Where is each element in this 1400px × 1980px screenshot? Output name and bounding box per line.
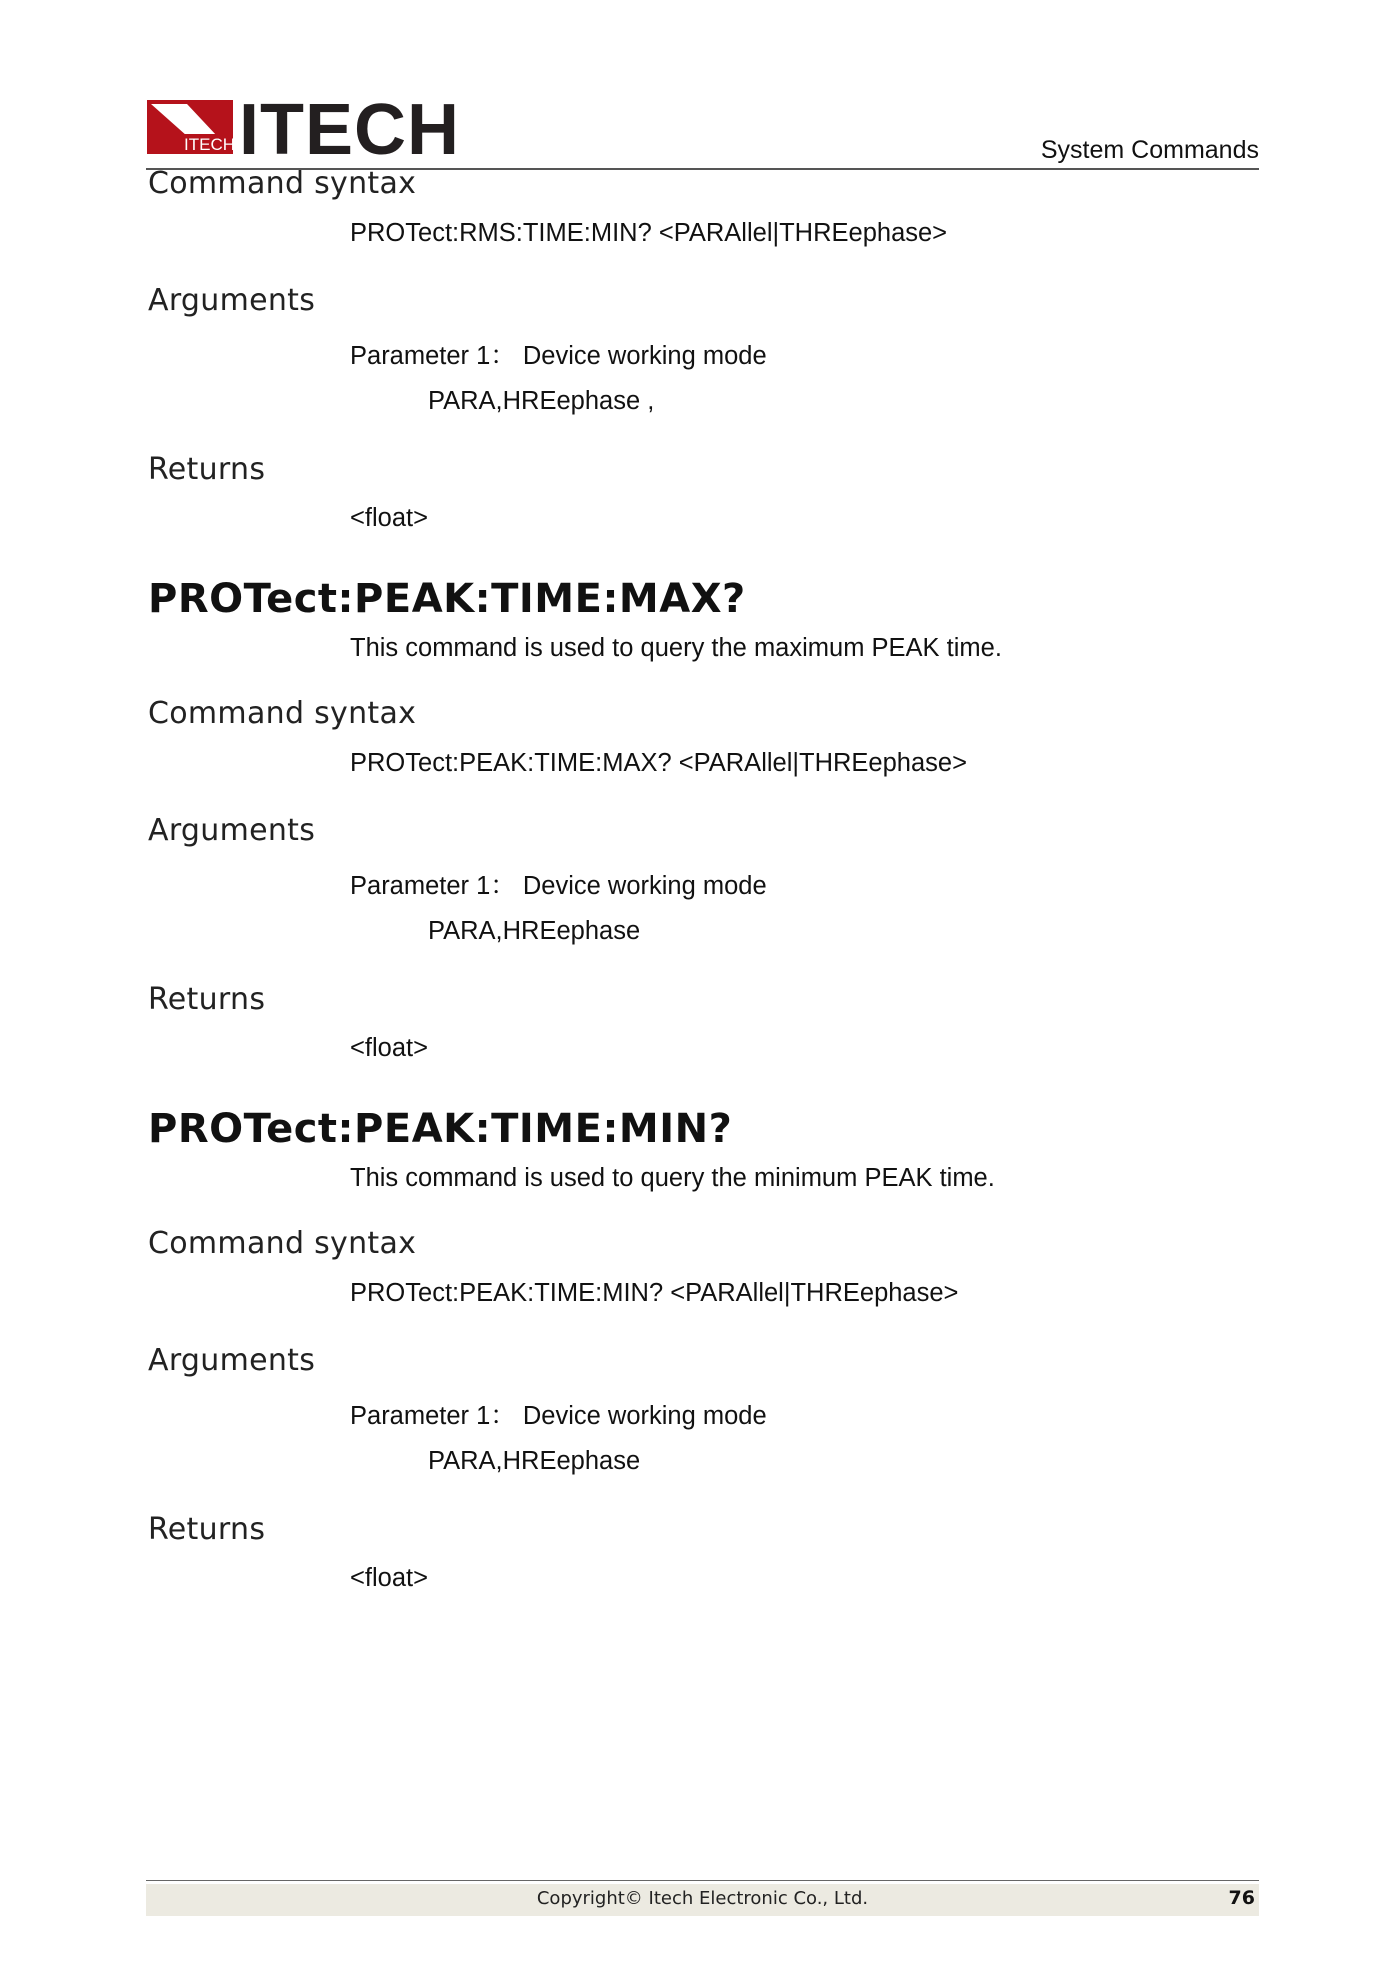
command-syntax-heading: Command syntax xyxy=(148,1226,417,1261)
command-syntax-heading: Command syntax xyxy=(148,166,417,201)
returns-value: <float> xyxy=(350,504,428,532)
command-syntax: PROTect:RMS:TIME:MIN? <PARAllel|THREephase> xyxy=(350,219,948,247)
returns-value: <float> xyxy=(350,1564,428,1592)
parameter-description: Parameter 1： Device working mode xyxy=(350,1402,767,1430)
logo-small-text: ITECH xyxy=(184,135,235,154)
parameter-description: Parameter 1： Device working mode xyxy=(350,342,767,370)
logo-emblem xyxy=(147,100,235,154)
footer xyxy=(146,1884,1259,1916)
command-syntax: PROTect:PEAK:TIME:MAX? <PARAllel|THREephase> xyxy=(350,749,967,777)
returns-heading: Returns xyxy=(148,452,266,487)
command-syntax: PROTect:PEAK:TIME:MIN? <PARAllel|THREephase> xyxy=(350,1279,959,1307)
returns-heading: Returns xyxy=(148,1512,266,1547)
command-title: PROTect:PEAK:TIME:MAX? xyxy=(148,576,746,622)
footer-divider xyxy=(146,1880,1259,1881)
arguments-heading: Arguments xyxy=(148,813,316,848)
parameter-description: Parameter 1： Device working mode xyxy=(350,872,767,900)
footer-copyright: Copyright© Itech Electronic Co., Ltd. xyxy=(536,1888,869,1909)
parameter-values: PARA,HREephase , xyxy=(428,387,655,415)
returns-value: <float> xyxy=(350,1034,428,1062)
command-title: PROTect:PEAK:TIME:MIN? xyxy=(148,1106,733,1152)
command-syntax-heading: Command syntax xyxy=(148,696,417,731)
arguments-heading: Arguments xyxy=(148,1343,316,1378)
command-description: This command is used to query the maximum PEAK time. xyxy=(350,634,1002,662)
returns-heading: Returns xyxy=(148,982,266,1017)
logo-wordmark: ITECH xyxy=(239,96,460,158)
parameter-values: PARA,HREephase xyxy=(428,917,641,945)
arguments-heading: Arguments xyxy=(148,283,316,318)
header-section-title: System Commands xyxy=(1040,136,1259,164)
page-number: 76 xyxy=(1228,1887,1255,1909)
command-description: This command is used to query the minimum PEAK time. xyxy=(350,1164,995,1192)
parameter-values: PARA,HREephase xyxy=(428,1447,641,1475)
itech-logo xyxy=(147,96,461,158)
